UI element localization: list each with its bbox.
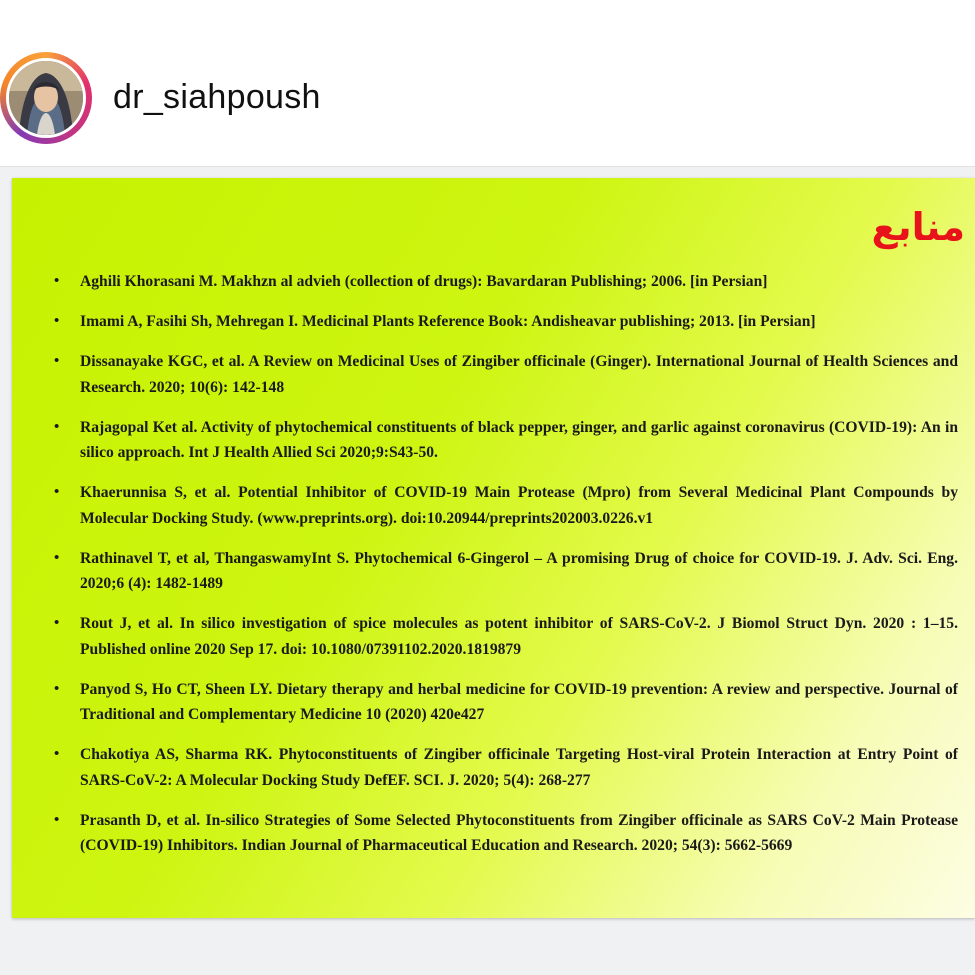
reference-text: Chakotiya AS, Sharma RK. Phytoconstituents of Zingiber officinale Targeting Host-viral Protein Interaction at Entry Point of SARS-CoV-2: A Molecular Docking Study DefEF. SCI. J. 2020; 5(4): 268-277 — [80, 746, 958, 789]
bullet-icon: • — [54, 811, 60, 828]
bullet-icon: • — [54, 353, 60, 369]
reference-item — [54, 309, 958, 335]
bullet-icon: • — [54, 313, 60, 329]
bullet-icon: • — [54, 680, 60, 697]
reference-item — [54, 677, 958, 728]
reference-text: Panyod S, Ho CT, Sheen LY. Dietary therapy and herbal medicine for COVID-19 prevention: A review and perspective. Journal of Traditional and Complementary Medicine 10 (2020) 420e427 — [80, 680, 958, 723]
story-ring[interactable] — [0, 52, 92, 144]
username[interactable]: dr_siahpoush — [113, 78, 321, 116]
avatar[interactable] — [6, 58, 86, 138]
reference-item — [54, 415, 958, 466]
reference-text: Rathinavel T, et al, ThangaswamyInt S. Phytochemical 6-Gingerol – A promising Drug of choice for COVID-19. J. Adv. Sci. Eng. 2020;6 (4): 1482-1489 — [80, 549, 958, 592]
reference-item — [54, 269, 958, 295]
slide-title: منابع — [871, 205, 965, 249]
reference-text: Khaerunnisa S, et al. Potential Inhibitor of COVID-19 Main Protease (Mpro) from Several Medicinal Plant Compounds by Molecular Docking Study. (www.preprints.org). doi:10.20944/preprints202003.0226.v1 — [80, 484, 958, 527]
reference-item — [54, 742, 958, 793]
reference-text: Dissanayake KGC, et al. A Review on Medicinal Uses of Zingiber officinale (Ginger). International Journal of Health Sciences and Research. 2020; 10(6): 142-148 — [80, 353, 958, 396]
reference-item — [54, 546, 958, 597]
reference-text: Prasanth D, et al. In-silico Strategies of Some Selected Phytoconstituents from Zingiber officinale as SARS CoV-2 Main Protease (COVID-19) Inhibitors. Indian Journal of Pharmaceutical Education and Research. 2020; 54(3): 5662-5669 — [80, 811, 958, 854]
bullet-icon: • — [54, 615, 60, 631]
post-image-slide[interactable] — [12, 178, 975, 918]
post-header — [0, 0, 975, 167]
reference-text: Rajagopal Ket al. Activity of phytochemical constituents of black pepper, ginger, and garlic against coronavirus (COVID-19): An in silico approach. Int J Health Allied Sci 2020;9:S43-50. — [80, 418, 958, 461]
bullet-icon: • — [54, 418, 60, 435]
user-avatar-icon — [9, 61, 83, 135]
bullet-icon: • — [54, 549, 60, 566]
reference-item — [54, 611, 958, 662]
bullet-icon: • — [54, 484, 60, 500]
reference-text: Imami A, Fasihi Sh, Mehregan I. Medicinal Plants Reference Book: Andisheavar publishing; 2013. [in Persian] — [80, 313, 816, 330]
reference-text: Aghili Khorasani M. Makhzn al advieh (collection of drugs): Bavardaran Publishing; 2006. [in Persian] — [80, 273, 768, 290]
reference-list — [54, 269, 958, 873]
reference-item — [54, 480, 958, 531]
reference-text: Rout J, et al. In silico investigation of spice molecules as potent inhibitor of SARS-CoV-2. J Biomol Struct Dyn. 2020 : 1–15. Published online 2020 Sep 17. doi: 10.1080/07391102.2020.1819879 — [80, 615, 958, 658]
reference-item — [54, 349, 958, 400]
bullet-icon: • — [54, 746, 60, 762]
bullet-icon: • — [54, 273, 60, 289]
reference-item — [54, 808, 958, 859]
